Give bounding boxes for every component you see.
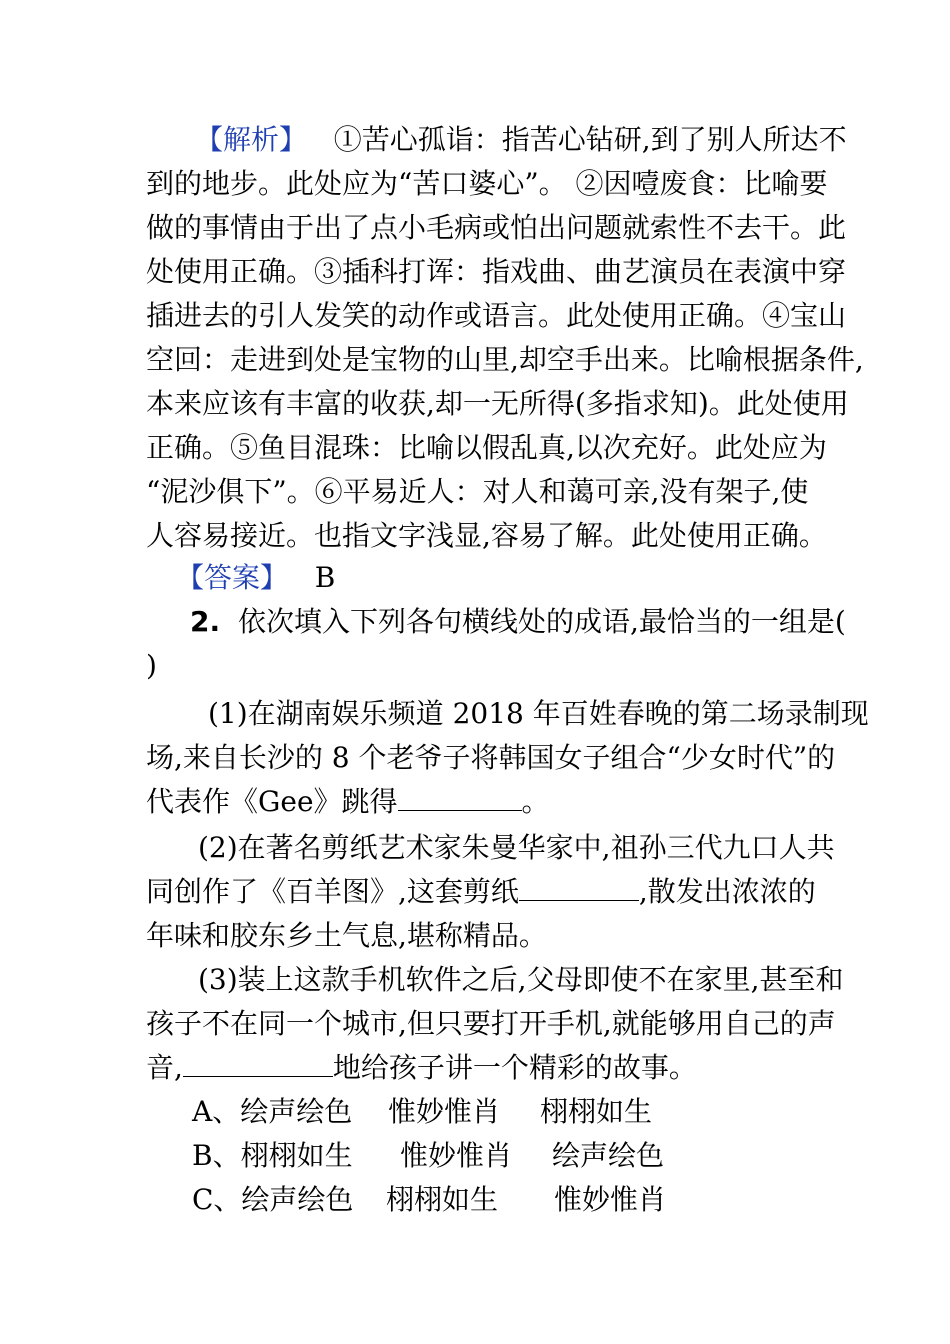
analysis-text: ①苦心孤诣：指苦心钻研,到了别人所达不 [333, 123, 847, 156]
analysis-line-4: 处使用正确。③插科打诨：指戏曲、曲艺演员在表演中穿 [146, 255, 847, 288]
option-b-col-2: 惟妙惟肖 [400, 1139, 513, 1172]
question-number: 2. [190, 605, 221, 638]
sentence-2-line-1: (2)在著名剪纸艺术家朱曼华家中,祖孙三代九口人共 [198, 831, 835, 864]
fill-blank-2[interactable] [519, 878, 639, 901]
answer-value: B [314, 561, 336, 594]
question-stem [190, 600, 860, 644]
fill-blank-3[interactable] [183, 1054, 333, 1077]
option-a-col-1: A、绘声绘色 [192, 1095, 353, 1128]
sentence-2-post: ,散发出浓浓的 [638, 875, 816, 908]
option-a-col-2: 惟妙惟肖 [388, 1095, 501, 1128]
sentence-3-pre: 音, [146, 1051, 183, 1084]
option-c-col-1: C、绘声绘色 [192, 1183, 354, 1216]
option-c-col-2: 栩栩如生 [386, 1183, 499, 1216]
option-c[interactable] [192, 1178, 862, 1222]
sentence-1-post: 。 [521, 785, 550, 818]
analysis-line-8: 正确。⑤鱼目混珠：比喻以假乱真,以次充好。此处应为 [146, 431, 827, 464]
analysis-line-2: 到的地步。此处应为“苦口婆心”。 ②因噎废食：比喻要 [146, 167, 828, 200]
sentence-2-line-2 [146, 870, 816, 914]
sentence-1-line-1: (1)在湖南娱乐频道 2018 年百姓春晚的第二场录制现 [208, 697, 869, 730]
analysis-line-6: 空回：走进到处是宝物的山里,却空手出来。比喻根据条件, [146, 343, 864, 376]
analysis-line-3: 做的事情由于出了点小毛病或怕出问题就索性不去干。此 [146, 211, 847, 244]
answer-tag: 【答案】 [176, 561, 289, 594]
option-a[interactable] [192, 1090, 862, 1134]
sentence-3-line-2: 孩子不在同一个城市,但只要打开手机,就能够用自己的声 [146, 1007, 836, 1040]
answer-line [176, 556, 846, 600]
fill-blank-1[interactable] [398, 788, 522, 811]
option-b[interactable] [192, 1134, 862, 1178]
sentence-3-line-1: (3)装上这款手机软件之后,父母即使不在家里,甚至和 [198, 963, 844, 996]
sentence-2-line-3: 年味和胶东乡土气息,堪称精品。 [146, 919, 547, 952]
option-c-col-3: 惟妙惟肖 [554, 1183, 667, 1216]
analysis-line-7: 本来应该有丰富的收获,却一无所得(多指求知)。此处使用 [146, 387, 849, 420]
analysis-tag: 【解析】 [195, 123, 308, 156]
sentence-3-line-3 [146, 1046, 816, 1090]
analysis-line-1 [195, 118, 865, 162]
question-stem-text: 依次填入下列各句横线处的成语,最恰当的一组是( [237, 605, 846, 638]
sentence-1-line-2: 场,来自长沙的 8 个老爷子将韩国女子组合“少女时代”的 [146, 741, 836, 774]
question-stem-close: ) [146, 649, 157, 682]
option-b-col-1: B、栩栩如生 [192, 1139, 353, 1172]
option-b-col-3: 绘声绘色 [552, 1139, 665, 1172]
analysis-line-5: 插进去的引人发笑的动作或语言。此处使用正确。④宝山 [146, 299, 847, 332]
sentence-2-pre: 同创作了《百羊图》,这套剪纸 [146, 875, 519, 908]
sentence-1-line-3 [146, 780, 816, 824]
analysis-line-9: “泥沙俱下”。⑥平易近人：对人和蔼可亲,没有架子,使 [146, 475, 809, 508]
sentence-3-post: 地给孩子讲一个精彩的故事。 [332, 1051, 697, 1084]
analysis-line-10: 人容易接近。也指文字浅显,容易了解。此处使用正确。 [146, 519, 827, 552]
sentence-1-pre: 代表作《Gee》跳得 [146, 785, 398, 818]
option-a-col-3: 栩栩如生 [540, 1095, 653, 1128]
